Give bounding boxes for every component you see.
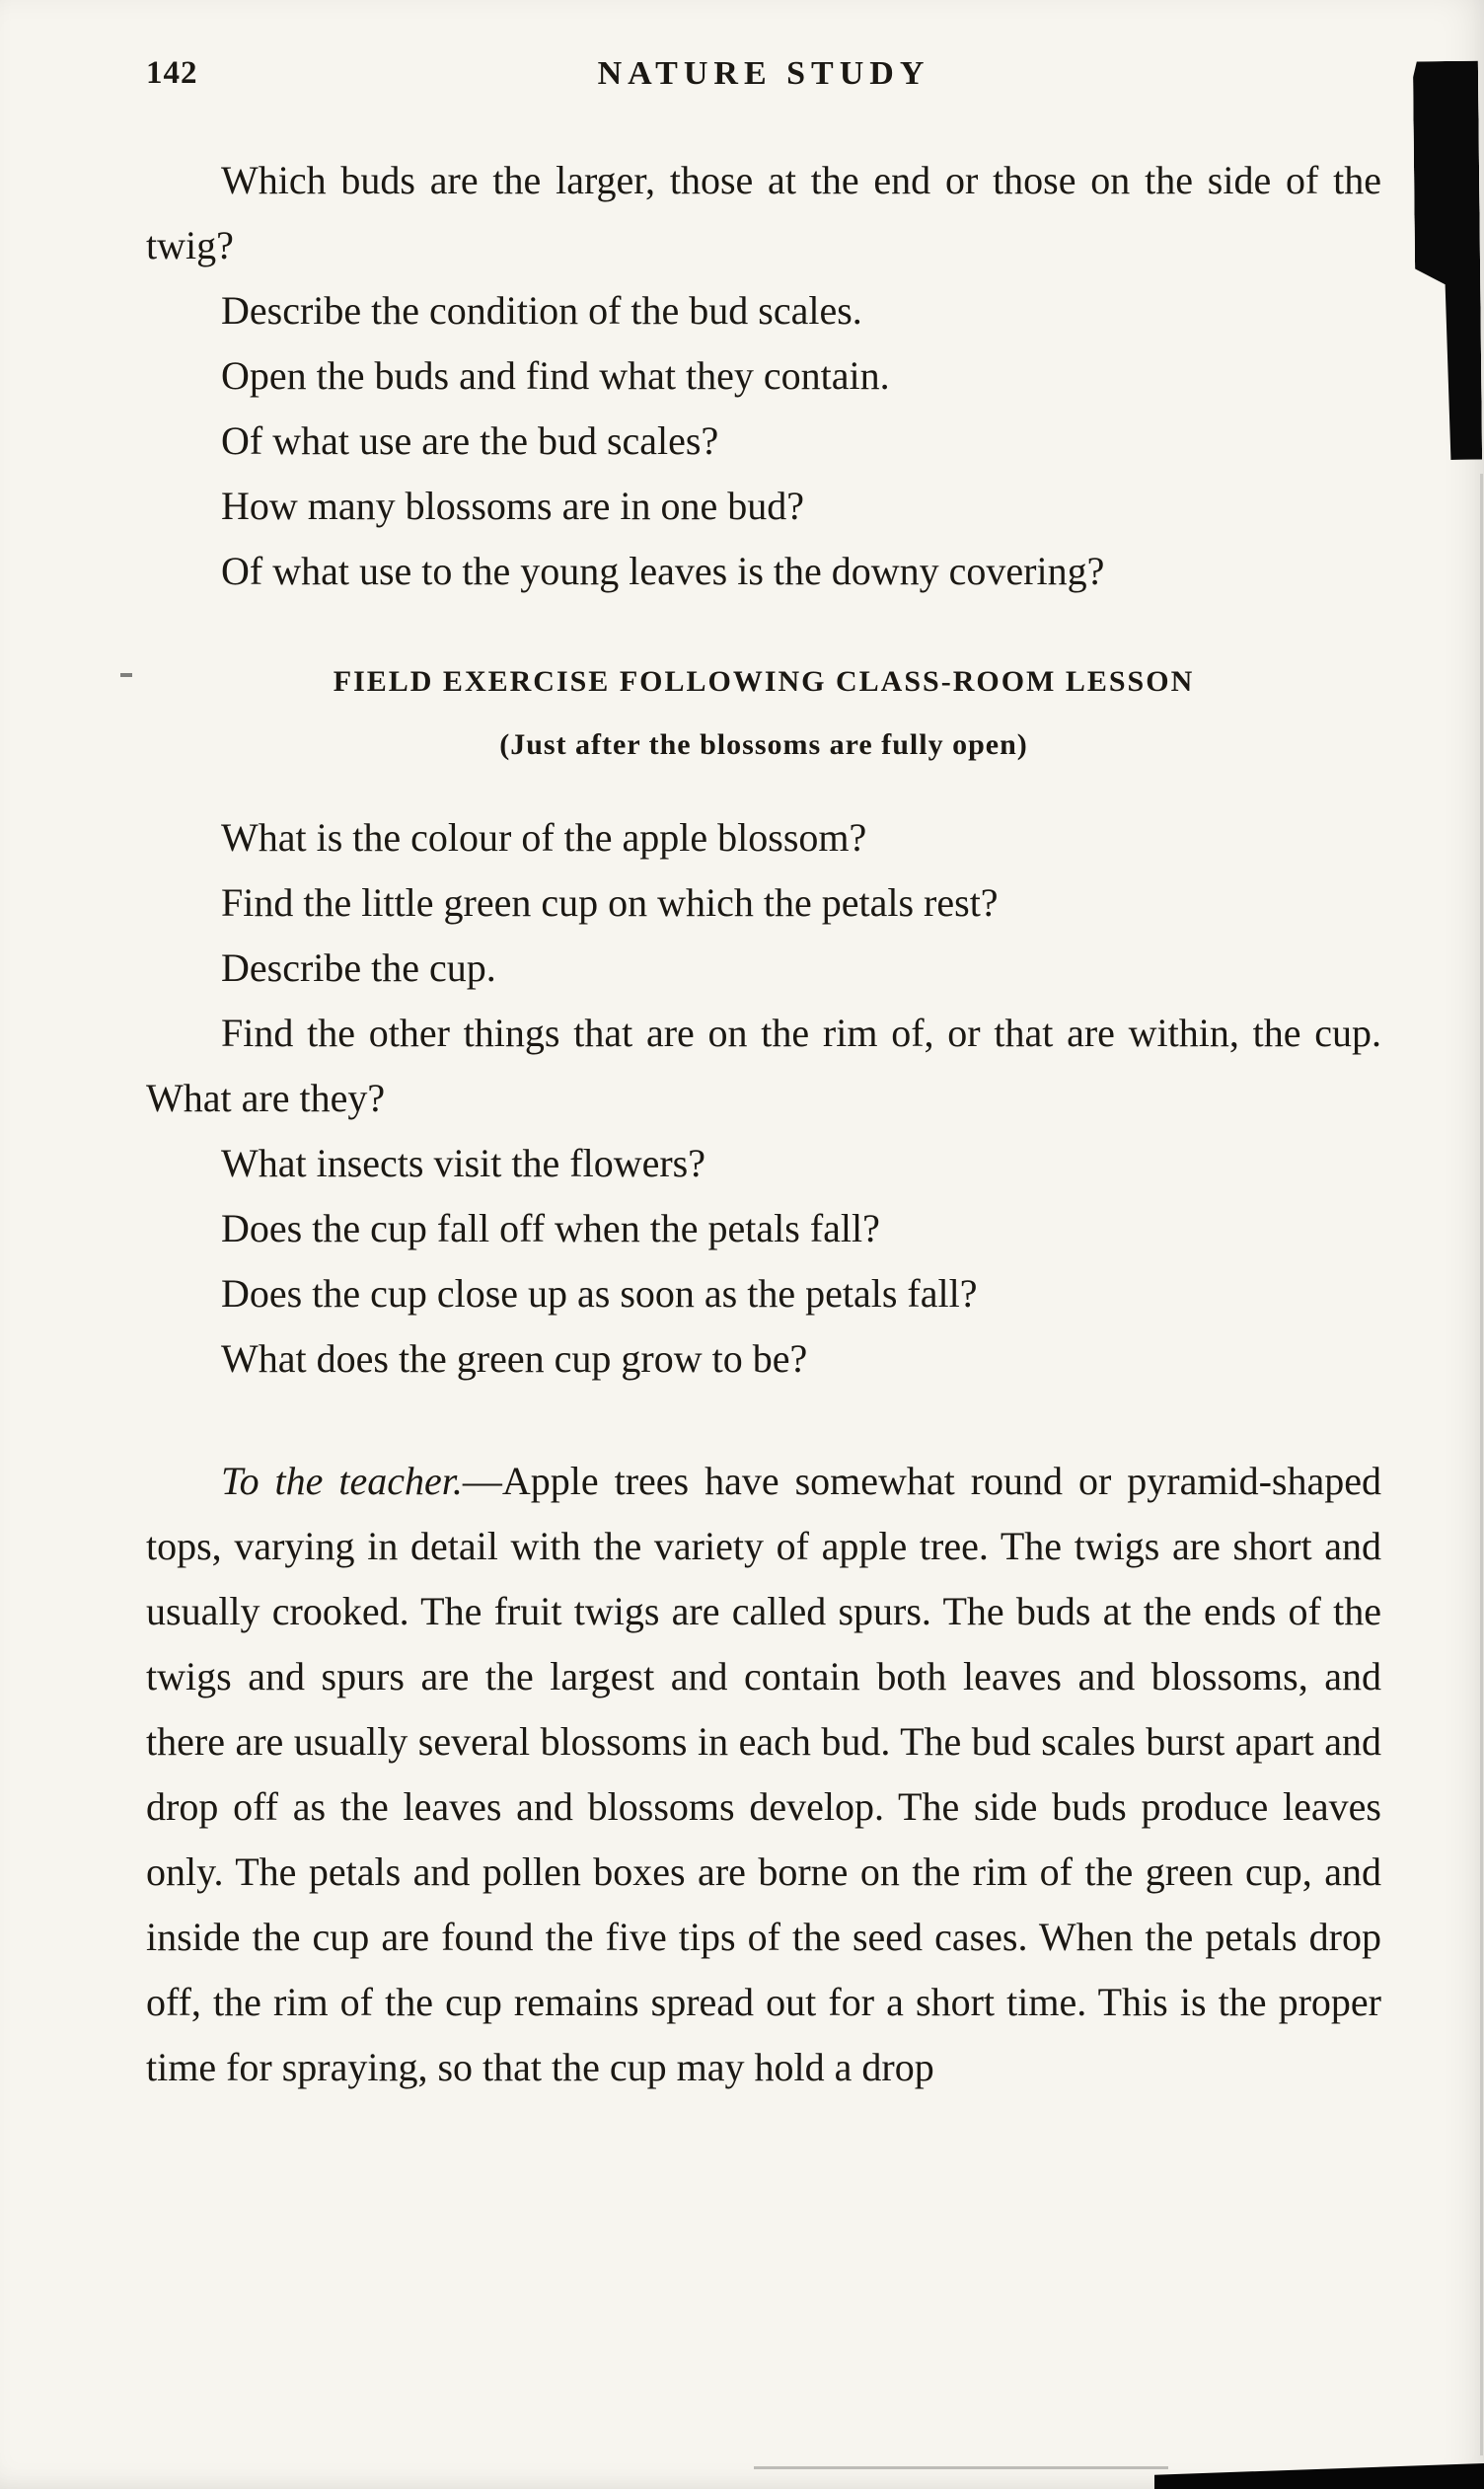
field-question: What does the green cup grow to be? [221, 1336, 808, 1381]
scan-artifact-bottom-strip [1154, 2463, 1484, 2489]
section-heading: FIELD EXERCISE FOLLOWING CLASS-ROOM LESSON [333, 665, 1195, 698]
page-number: 142 [146, 55, 198, 91]
field-question: Describe the cup. [221, 945, 496, 990]
scan-artifact-bottom-line [754, 2466, 1168, 2469]
page-body [146, 148, 1381, 2100]
section-subheading: (Just after the blossoms are fully open) [499, 728, 1028, 761]
intro-question: Which buds are the larger, those at the end or those on the side of the twig? [146, 158, 1381, 267]
field-question: What insects visit the flowers? [221, 1141, 705, 1185]
spacer [146, 762, 1381, 805]
field-question: What is the colour of the apple blossom? [221, 815, 867, 860]
intro-question: Describe the condition of the bud scales. [221, 288, 862, 333]
teacher-note-lead: To the teacher. [221, 1459, 463, 1503]
page-header [146, 55, 1381, 103]
field-question: Does the cup fall off when the petals fall? [221, 1206, 880, 1250]
scan-artifact-right-edge [1480, 474, 1483, 2455]
teacher-note-body: —Apple trees have somewhat round or pyramid-shaped tops, varying in detail with the variety of apple tree. The twigs are short and usually crooked. The fruit twigs are called spurs. The buds at the ends of the twigs and spurs are the largest and contain both leaves and blossoms, and there are usually several blossoms in each bud. The bud scales burst apart and drop off as the leaves and blossoms develop. The side buds produce leaves only. The petals and pollen boxes are borne on the rim of the green cup, and inside the cup are found the five tips of the seed cases. When the petals drop off, the rim of the cup remains spread out for a short time. This is the proper time for spraying, so that the cup may hold a drop [146, 1459, 1381, 2089]
teacher-note [146, 1449, 1381, 2100]
field-question: Does the cup close up as soon as the petals fall? [221, 1271, 978, 1316]
intro-question: Open the buds and find what they contain. [221, 353, 890, 398]
scan-artifact-top-right [1413, 61, 1482, 461]
intro-question: Of what use are the bud scales? [221, 418, 719, 463]
scan-artifact-margin-tick [120, 673, 132, 677]
intro-question: Of what use to the young leaves is the downy covering? [221, 549, 1105, 593]
field-question: Find the little green cup on which the petals rest? [221, 880, 999, 925]
running-title: NATURE STUDY [597, 55, 930, 92]
intro-question: How many blossoms are in one bud? [221, 484, 805, 528]
field-question: Find the other things that are on the rim of, or that are within, the cup. What are they? [146, 1011, 1381, 1120]
